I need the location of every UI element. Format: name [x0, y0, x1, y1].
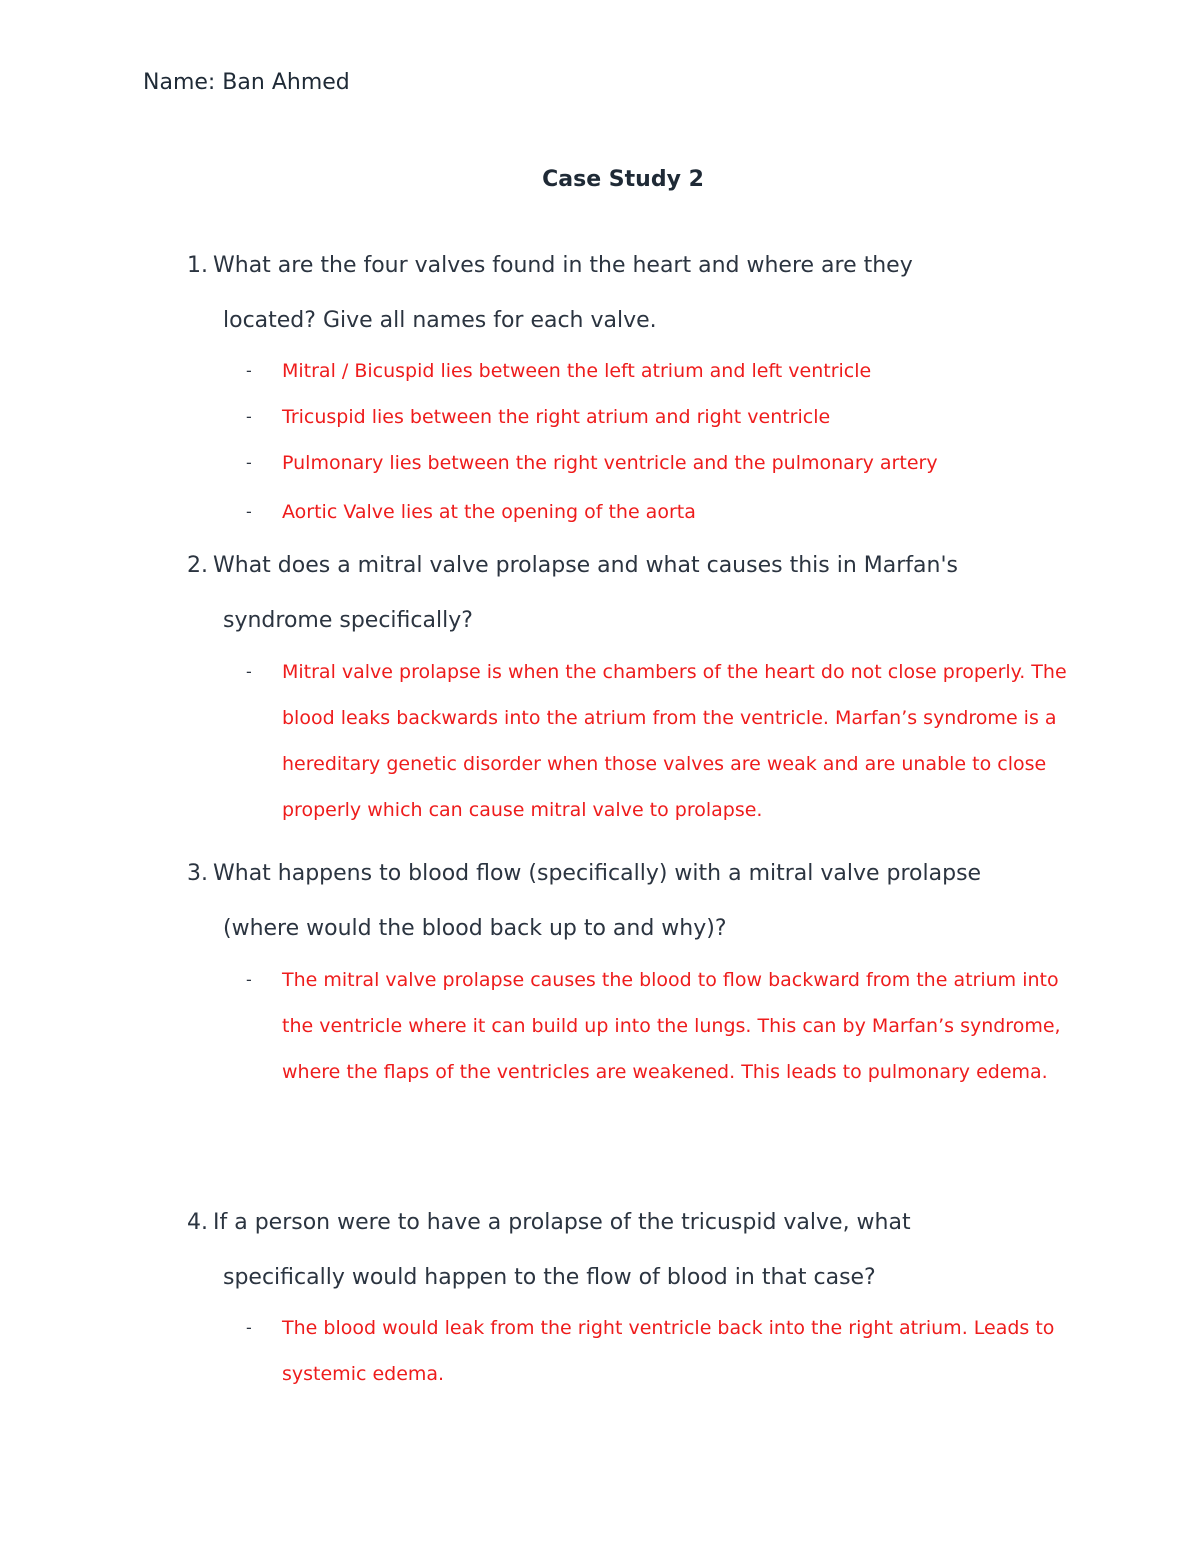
question-1	[187, 238, 1087, 348]
answer-text: The mitral valve prolapse causes the blood to flow backward from the atrium into the ventricle where it can build up into the lungs. This can by Marfan’s syndrome, where the flaps of the ventricles are weakened. This leads to pulmonary edema.	[282, 969, 1061, 1083]
dash-bullet: -	[246, 662, 252, 681]
answer-list-1	[246, 348, 1086, 535]
answer-text: Tricuspid lies between the right atrium and right ventricle	[282, 406, 831, 428]
answer-text: Mitral valve prolapse is when the chambers of the heart do not close properly. The blood leaks backwards into the atrium from the ventricle. Marfan’s syndrome is a hereditary genetic disorder when those valves are weak and are unable to close properly which can cause mitral valve to prolapse.	[282, 661, 1067, 821]
dash-bullet: -	[246, 502, 252, 521]
answer-item	[246, 440, 1086, 486]
dash-bullet: -	[246, 970, 252, 989]
answer-item	[246, 489, 1086, 535]
question-3	[187, 846, 1087, 956]
answer-list-3	[246, 957, 1086, 1095]
question-number: 3.	[187, 861, 208, 886]
question-number: 2.	[187, 553, 208, 578]
answer-text: Pulmonary lies between the right ventricle and the pulmonary artery	[282, 452, 938, 474]
dash-bullet: -	[246, 361, 252, 380]
question-number: 4.	[187, 1210, 208, 1235]
answer-item	[246, 957, 1086, 1095]
answer-list-2	[246, 649, 1086, 833]
question-text: What happens to blood flow (specifically) with a mitral valve prolapse	[213, 861, 982, 886]
answer-text: The blood would leak from the right ventricle back into the right atrium. Leads to systemic edema.	[282, 1317, 1055, 1385]
question-4	[187, 1195, 1087, 1305]
answer-item	[246, 649, 1086, 833]
question-text-continued: (where would the blood back up to and why)?	[223, 916, 727, 941]
dash-bullet: -	[246, 1318, 252, 1337]
question-2	[187, 538, 1087, 648]
question-text-continued: syndrome specifically?	[223, 608, 473, 633]
question-text: What does a mitral valve prolapse and what causes this in Marfan's	[213, 553, 958, 578]
answer-item	[246, 348, 1086, 394]
dash-bullet: -	[246, 453, 252, 472]
dash-bullet: -	[246, 407, 252, 426]
answer-text: Aortic Valve lies at the opening of the aorta	[282, 501, 696, 523]
question-number: 1.	[187, 253, 208, 278]
question-text: If a person were to have a prolapse of the tricuspid valve, what	[213, 1210, 911, 1235]
answer-item	[246, 1305, 1086, 1397]
answer-list-4	[246, 1305, 1086, 1397]
question-text-continued: located? Give all names for each valve.	[223, 308, 657, 333]
question-text: What are the four valves found in the heart and where are they	[213, 253, 913, 278]
answer-item	[246, 394, 1086, 440]
question-text-continued: specifically would happen to the flow of blood in that case?	[223, 1265, 876, 1290]
student-name: Name: Ban Ahmed	[143, 70, 350, 95]
document-title: Case Study 2	[542, 167, 704, 192]
answer-text: Mitral / Bicuspid lies between the left atrium and left ventricle	[282, 360, 872, 382]
